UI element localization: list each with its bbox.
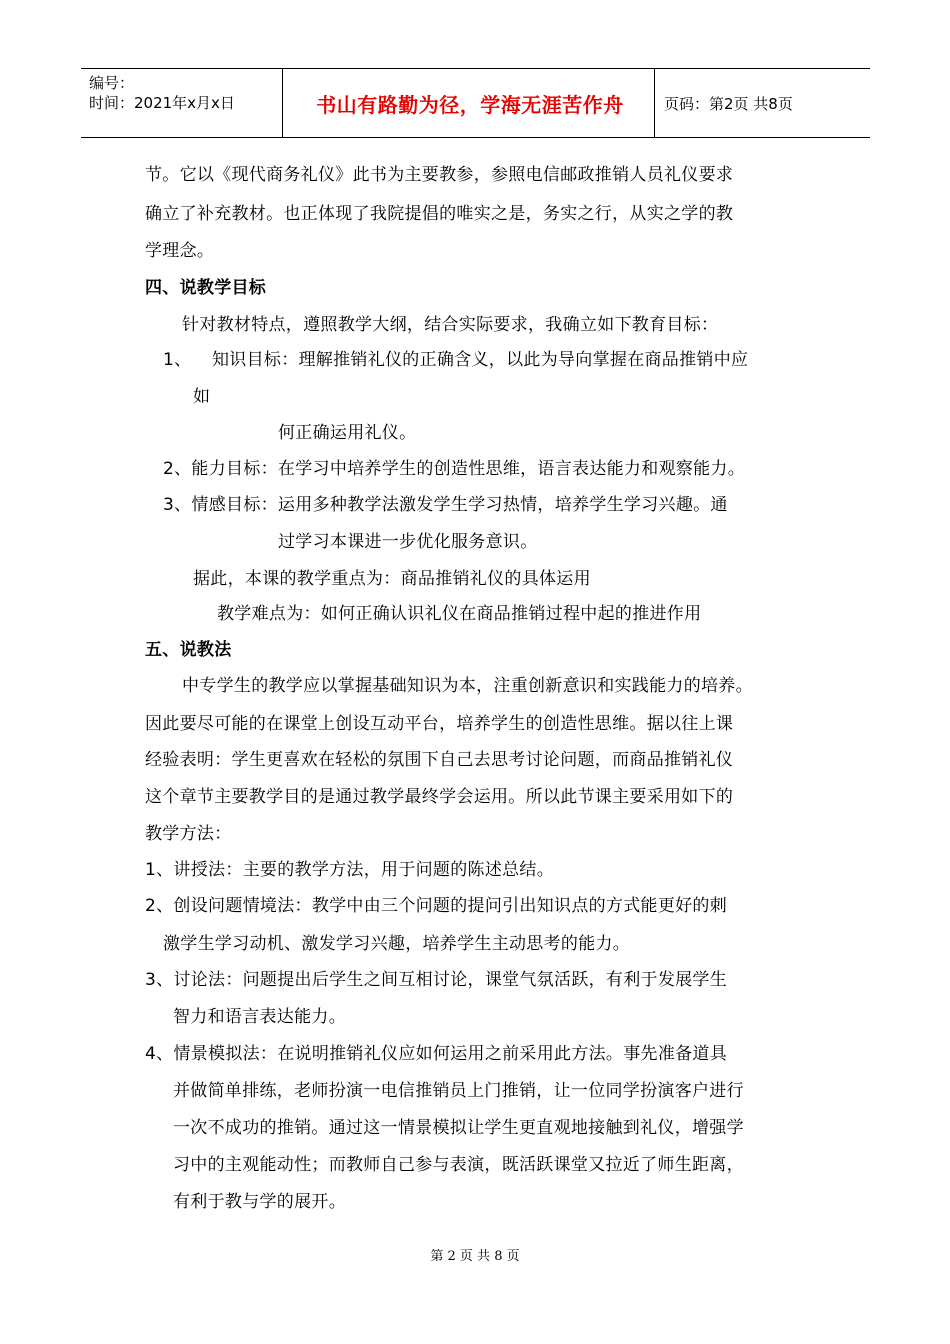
list-item-line: 一次不成功的推销。通过这一情景模拟让学生更直观地接触到礼仪，增强学 — [173, 1118, 744, 1138]
list-item-line: 习中的主观能动性；而教师自己参与表演，既活跃课堂又拉近了师生距离， — [173, 1155, 744, 1175]
teaching-focus: 据此，本课的教学重点为：商品推销礼仪的具体运用 — [193, 569, 591, 589]
paragraph-line: 因此要尽可能的在课堂上创设互动平台，培养学生的创造性思维。据以往上课 — [145, 714, 734, 734]
doc-time-label: 时间：2021年x月x日 — [89, 94, 235, 112]
paragraph-line: 这个章节主要教学目的是通过教学最终学会运用。所以此节课主要采用如下的 — [145, 787, 734, 807]
paragraph-line: 确立了补充教材。也正体现了我院提倡的唯实之是，务实之行，从实之学的教 — [145, 204, 734, 224]
section-heading-methods: 五、说教法 — [145, 640, 232, 660]
list-item-line: 1、讲授法：主要的教学方法，用于问题的陈述总结。 — [145, 860, 555, 880]
list-item-line: 2、能力目标：在学习中培养学生的创造性思维，语言表达能力和观察能力。 — [163, 459, 746, 479]
list-item-line: 2、创设问题情境法：教学中由三个问题的提问引出知识点的方式能更好的刺 — [145, 896, 728, 916]
header-meta — [89, 73, 235, 113]
page-header — [81, 68, 870, 138]
list-number: 1、 — [163, 350, 192, 370]
list-item-line: 3、情感目标：运用多种教学法激发学生学习热情，培养学生学习兴趣。通 — [163, 495, 728, 515]
list-item-line: 有利于教与学的展开。 — [173, 1192, 346, 1212]
header-page-info: 页码：第2页 共8页 — [664, 94, 793, 113]
page-footer: 第 2 页 共 8 页 — [430, 1249, 520, 1264]
paragraph-line: 针对教材特点，遵照教学大纲，结合实际要求，我确立如下教育目标： — [182, 315, 719, 335]
section-heading-goals: 四、说教学目标 — [145, 278, 267, 298]
list-item-line: 如 — [193, 387, 211, 407]
paragraph-line: 教学方法： — [145, 824, 232, 844]
list-item-line: 4、情景模拟法：在说明推销礼仪应如何运用之前采用此方法。事先准备道具 — [145, 1044, 728, 1064]
header-divider — [282, 69, 283, 137]
paragraph-line: 学理念。 — [145, 241, 215, 261]
list-item-line: 并做简单排练，老师扮演一电信推销员上门推销，让一位同学扮演客户进行 — [173, 1081, 744, 1101]
list-item-line: 激学生学习动机、激发学习兴趣，培养学生主动思考的能力。 — [163, 934, 631, 954]
doc-code-label: 编号： — [89, 74, 135, 92]
list-item-line: 何正确运用礼仪。 — [278, 423, 417, 443]
list-item-line: 过学习本课进一步优化服务意识。 — [278, 532, 538, 552]
header-motto: 书山有路勤为径，学海无涯苦作舟 — [316, 92, 624, 117]
paragraph-line: 经验表明：学生更喜欢在轻松的氛围下自己去思考讨论问题，而商品推销礼仪 — [145, 750, 734, 770]
list-item-line: 智力和语言表达能力。 — [173, 1007, 346, 1027]
paragraph-line: 中专学生的教学应以掌握基础知识为本，注重创新意识和实践能力的培养。 — [182, 676, 753, 696]
teaching-difficulty: 教学难点为：如何正确认识礼仪在商品推销过程中起的推进作用 — [217, 604, 702, 624]
paragraph-line: 节。它以《现代商务礼仪》此书为主要教参，参照电信邮政推销人员礼仪要求 — [145, 165, 734, 185]
list-item-line: 3、讨论法：问题提出后学生之间互相讨论，课堂气氛活跃，有利于发展学生 — [145, 970, 728, 990]
list-item-line: 知识目标：理解推销礼仪的正确含义，以此为导向掌握在商品推销中应 — [212, 350, 749, 370]
